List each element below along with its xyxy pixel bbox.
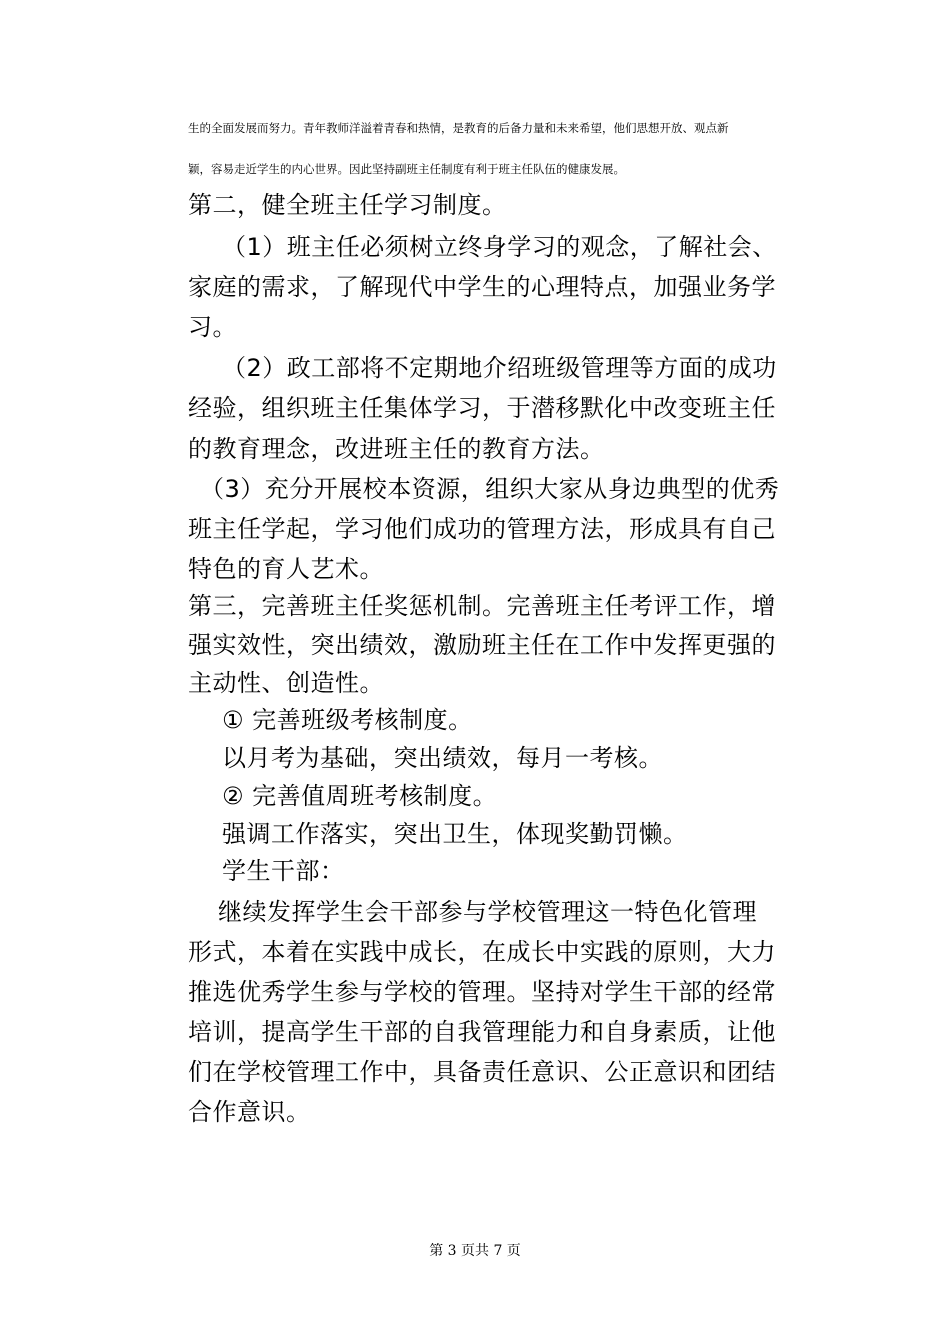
sub-2-title: ② 完善值周班考核制度。 <box>222 782 498 810</box>
item-2-line-3: 的教育理念，改进班主任的教育方法。 <box>188 435 605 463</box>
cadre-line-3: 推选优秀学生参与学校的管理。坚持对学生干部的经常 <box>188 978 776 1006</box>
section-2-heading: 第二，健全班主任学习制度。 <box>188 191 507 219</box>
sub-2-text: 强调工作落实，突出卫生，体现奖勤罚懒。 <box>222 820 688 848</box>
item-2-line-2: 经验，组织班主任集体学习，于潜移默化中改变班主任 <box>188 394 776 422</box>
cadre-line-2: 形式，本着在实践中成长，在成长中实践的原则，大力 <box>188 938 776 966</box>
cadre-line-5: 们在学校管理工作中，具备责任意识、公正意识和团结 <box>188 1058 776 1086</box>
section-3-line-2: 强实效性，突出绩效，激励班主任在工作中发挥更强的 <box>188 631 776 659</box>
cadre-heading: 学生干部： <box>222 857 345 885</box>
intro-line-1: 生的全面发展而努力。青年教师洋溢着青春和热情，是教育的后备力量和未来希望，他们思想开放、观点新 <box>188 121 729 135</box>
item-3-line-3: 特色的育人艺术。 <box>188 555 384 583</box>
sub-1-title: ① 完善班级考核制度。 <box>222 706 473 734</box>
cadre-line-1: 继续发挥学生会干部参与学校管理这一特色化管理 <box>218 898 757 926</box>
intro-line-2: 颖，容易走近学生的内心世界。因此坚持副班主任制度有利于班主任队伍的健康发展。 <box>188 162 625 176</box>
item-2-line-1: （2）政工部将不定期地介绍班级管理等方面的成功 <box>222 354 777 382</box>
page-number-footer: 第 3 页共 7 页 <box>429 1243 521 1259</box>
item-3-line-1: （3）充分开展校本资源，组织大家从身边典型的优秀 <box>200 475 780 503</box>
section-3-line-1: 第三，完善班主任奖惩机制。完善班主任考评工作，增 <box>188 592 776 620</box>
cadre-line-4: 培训，提高学生干部的自我管理能力和自身素质，让他 <box>188 1018 776 1046</box>
section-3-line-3: 主动性、创造性。 <box>188 669 384 697</box>
item-1-line-1: （1）班主任必须树立终身学习的观念，了解社会、 <box>222 233 777 261</box>
sub-1-text: 以月考为基础，突出绩效，每月一考核。 <box>222 744 663 772</box>
item-1-line-2: 家庭的需求，了解现代中学生的心理特点，加强业务学 <box>188 273 776 301</box>
item-3-line-2: 班主任学起，学习他们成功的管理方法，形成具有自己 <box>188 515 776 543</box>
item-1-line-3: 习。 <box>188 313 237 341</box>
cadre-line-6: 合作意识。 <box>188 1098 311 1126</box>
